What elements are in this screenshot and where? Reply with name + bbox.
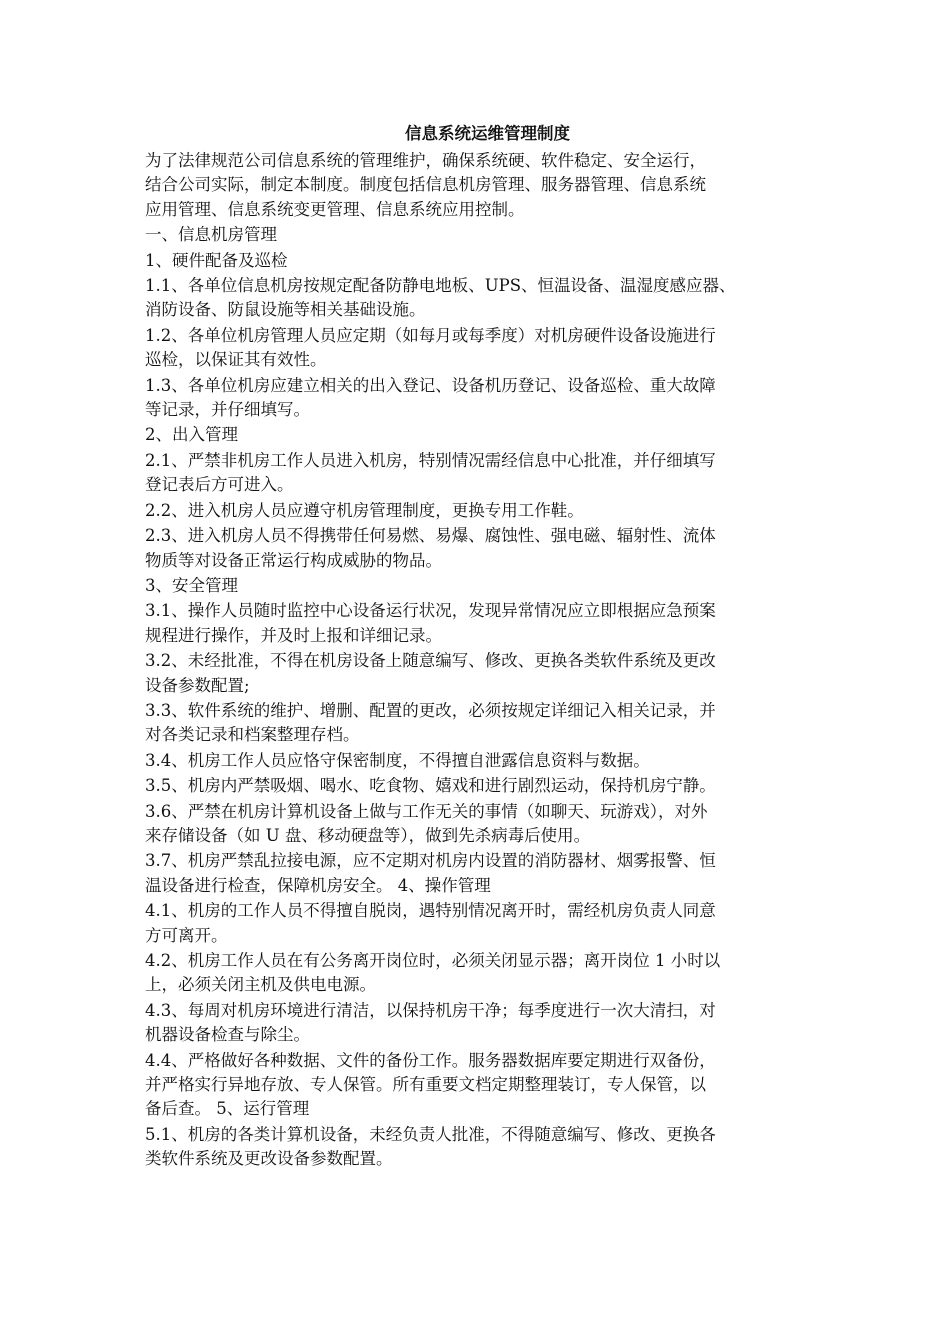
- paragraph-line: 2.2、进入机房人员应遵守机房管理制度，更换专用工作鞋。: [145, 500, 584, 520]
- paragraph-line: 2、出入管理: [145, 425, 238, 445]
- paragraph-line: 2.1、严禁非机房工作人员进入机房，特别情况需经信息中心批准，并仔细填写: [145, 450, 716, 470]
- paragraph: [145, 849, 815, 898]
- paragraph-line: 设备参数配置;: [145, 675, 250, 695]
- paragraph: [145, 324, 815, 373]
- paragraph-line: 1.2、各单位机房管理人员应定期（如每月或每季度）对机房硬件设备设施进行: [145, 325, 716, 345]
- paragraph-line: 类软件系统及更改设备参数配置。: [145, 1149, 393, 1169]
- paragraph: [145, 574, 815, 598]
- paragraph: [145, 999, 815, 1048]
- paragraph-line: 2.3、进入机房人员不得携带任何易燃、易爆、腐蚀性、强电磁、辐射性、流体: [145, 526, 716, 546]
- paragraph-line: 规程进行操作，并及时上报和详细记录。: [145, 625, 442, 645]
- paragraph-line: 应用管理、信息系统变更管理、信息系统应用控制。: [145, 199, 525, 219]
- paragraph: [145, 223, 815, 247]
- paragraph-line: 上，必须关闭主机及供电电源。: [145, 975, 376, 995]
- paragraph-line: 温设备进行检查，保障机房安全。 4、操作管理: [145, 875, 491, 895]
- paragraph: [145, 774, 815, 798]
- paragraph: [145, 249, 815, 273]
- paragraph-line: 对各类记录和档案整理存档。: [145, 725, 360, 745]
- paragraph: [145, 499, 815, 523]
- paragraph-line: 4.2、机房工作人员在有公务离开岗位时，必须关闭显示器；离开岗位 1 小时以: [145, 951, 721, 970]
- paragraph-line: 机器设备检查与除尘。: [145, 1025, 310, 1045]
- paragraph-line: 为了法律规范公司信息系统的管理维护，确保系统硬、软件稳定、安全运行，: [145, 151, 706, 170]
- paragraph: [145, 374, 815, 423]
- paragraph: [145, 1123, 815, 1172]
- paragraph: [145, 949, 815, 998]
- paragraph-line: 3.4、机房工作人员应恪守保密制度，不得擅自泄露信息资料与数据。: [145, 750, 650, 770]
- paragraph-line: 4.4、严格做好各种数据、文件的备份工作。服务器数据库要定期进行双备份，: [145, 1050, 716, 1070]
- paragraph: [145, 749, 815, 773]
- paragraph-line: 5.1、机房的各类计算机设备，未经负责人批准，不得随意编写、修改、更换各: [145, 1124, 716, 1144]
- paragraph: [145, 699, 815, 748]
- paragraph-line: 等记录，并仔细填写。: [145, 400, 310, 420]
- paragraph-line: 巡检，以保证其有效性。: [145, 350, 327, 370]
- document-title: 信息系统运维管理制度: [405, 124, 570, 143]
- paragraph-line: 3、安全管理: [145, 575, 238, 595]
- paragraph-line: 1、硬件配备及巡检: [145, 250, 288, 270]
- paragraph-line: 3.1、操作人员随时监控中心设备运行状况，发现异常情况应立即根据应急预案: [145, 601, 716, 621]
- paragraph-line: 结合公司实际，制定本制度。制度包括信息机房管理、服务器管理、信息系统: [145, 175, 706, 195]
- paragraph-line: 并严格实行异地存放、专人保管。所有重要文档定期整理装订，专人保管，以: [145, 1075, 706, 1095]
- paragraph: [145, 149, 815, 222]
- paragraph: [145, 524, 815, 573]
- paragraph-line: 1.3、各单位机房应建立相关的出入登记、设备机历登记、设备巡检、重大故障: [145, 375, 716, 395]
- paragraph-line: 消防设备、防鼠设施等相关基础设施。: [145, 300, 426, 320]
- paragraph-line: 备后查。 5、运行管理: [145, 1099, 310, 1119]
- paragraph-line: 3.3、软件系统的维护、增删、配置的更改，必须按规定详细记入相关记录，并: [145, 700, 716, 720]
- paragraph-line: 3.2、未经批准，不得在机房设备上随意编写、修改、更换各类软件系统及更改: [145, 651, 716, 671]
- paragraph-line: 方可离开。: [145, 925, 228, 945]
- paragraph: [145, 423, 815, 447]
- paragraph: [145, 649, 815, 698]
- paragraph-line: 3.7、机房严禁乱拉接电源，应不定期对机房内设置的消防器材、烟雾报警、恒: [145, 851, 716, 871]
- paragraph: [145, 800, 815, 849]
- paragraph-line: 物质等对设备正常运行构成威胁的物品。: [145, 550, 442, 570]
- paragraph: [145, 274, 815, 323]
- paragraph-line: 来存储设备（如 U 盘、移动硬盘等），做到先杀病毒后使用。: [145, 825, 591, 845]
- paragraph-line: 3.6、严禁在机房计算机设备上做与工作无关的事情（如聊天、玩游戏），对外: [145, 801, 708, 821]
- paragraph-line: 4.1、机房的工作人员不得擅自脱岗，遇特别情况离开时，需经机房负责人同意: [145, 901, 716, 921]
- paragraph-line: 3.5、机房内严禁吸烟、喝水、吃食物、嬉戏和进行剧烈运动，保持机房宁静。: [145, 776, 716, 796]
- paragraph: [145, 599, 815, 648]
- document-body: [145, 149, 815, 1173]
- paragraph-line: 一、信息机房管理: [145, 225, 277, 245]
- paragraph: [145, 449, 815, 498]
- paragraph-line: 4.3、每周对机房环境进行清洁，以保持机房干净；每季度进行一次大清扫，对: [145, 1000, 716, 1020]
- paragraph-line: 登记表后方可进入。: [145, 475, 294, 495]
- paragraph: [145, 899, 815, 948]
- paragraph-line: 1.1、各单位信息机房按规定配备防静电地板、UPS、恒温设备、温湿度感应器、: [145, 276, 736, 296]
- paragraph: [145, 1049, 815, 1122]
